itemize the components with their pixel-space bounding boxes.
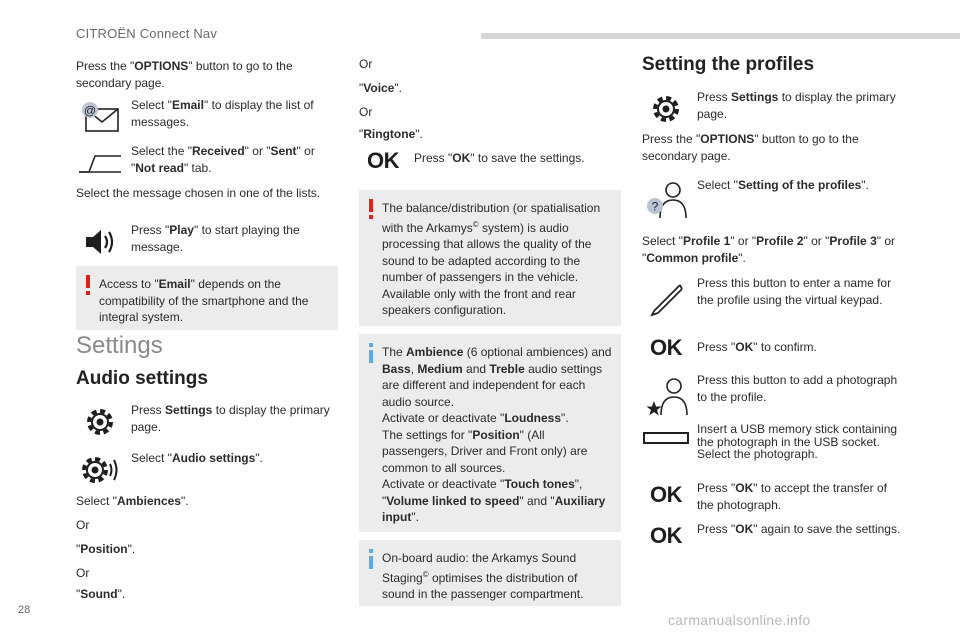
audio-settings-text: Select "Audio settings". (131, 451, 263, 465)
profile-photo-icon[interactable] (642, 372, 690, 418)
select-message-text: Select the message chosen in one of the lists. (76, 186, 321, 200)
email-text: Select "Email" to display the list of messages. (131, 98, 314, 129)
ambience-note: The Ambience (6 optional ambiences) and Bass, Medium and Treble audio settings are different and independent for each audio source. Activate or deactivate "Loudness". The settings for "Position" (All passengers, Driver and Front only) are common to all sources. Activate or deactivate "Touch tones", "Volume linked to speed" and "Auxiliary input". (359, 334, 621, 532)
info-icon (366, 343, 376, 363)
settings-heading: Settings (76, 332, 163, 359)
received-row (76, 143, 338, 183)
warning-icon (366, 199, 376, 219)
name-profile-row (642, 275, 904, 319)
voice-text: "Voice". (359, 81, 402, 95)
gear-icon[interactable] (642, 89, 690, 129)
speaker-icon[interactable] (76, 222, 124, 262)
audio-settings-heading: Audio settings (76, 368, 208, 389)
select-profile-text: Select "Profile 1" or "Profile 2" or "Profile 3" or "Common profile". (642, 234, 896, 265)
press-settings-row (76, 402, 338, 442)
warning-icon (83, 275, 93, 295)
accept-row (642, 480, 904, 516)
gear-icon[interactable] (76, 402, 124, 442)
sound-text: "Sound". (76, 587, 126, 601)
tab-icon[interactable] (76, 143, 124, 183)
or-text: Or (359, 57, 373, 71)
email-icon[interactable] (76, 97, 124, 137)
audio-settings-row (76, 450, 338, 490)
ok-save-row (359, 146, 621, 180)
or-text: Or (76, 518, 90, 532)
page-number: 28 (18, 604, 31, 616)
options-paragraph: Press the "OPTIONS" button to go to the secondary page. (76, 59, 293, 90)
confirm-text: Press "OK" to confirm. (697, 340, 817, 354)
watermark: carmanualsonline.info (668, 612, 811, 628)
ok-button[interactable]: OK (650, 334, 682, 360)
or-text-2: Or (359, 105, 373, 119)
press-settings-text: Press Settings to display the primary page. (697, 90, 896, 121)
play-row (76, 222, 338, 262)
add-photo-row (642, 372, 904, 418)
ambiences-text: Select "Ambiences". (76, 494, 189, 508)
play-text: Press "Play" to start playing the message. (131, 223, 300, 254)
pencil-icon[interactable] (642, 275, 690, 319)
usb-stick-icon (642, 423, 690, 453)
ok-button[interactable]: OK (650, 481, 682, 507)
select-profiles-text: Select "Setting of the profiles". (697, 178, 869, 192)
confirm-row (642, 333, 904, 367)
profile-help-icon[interactable] (642, 177, 690, 221)
save-again-text: Press "OK" again to save the settings. (697, 522, 901, 536)
select-profiles-row (642, 177, 904, 221)
accept-text: Press "OK" to accept the transfer of the photograph. (697, 481, 887, 512)
usb-text: Insert a USB memory stick containing the photograph in the USB socket. Select the photograph. (697, 422, 898, 461)
press-settings-row (642, 89, 904, 129)
or-text-2: Or (76, 566, 90, 580)
press-settings-text: Press Settings to display the primary page. (131, 403, 330, 434)
staging-note: On-board audio: the Arkamys Sound Staging© optimises the distribution of sound in the passenger compartment. (359, 540, 621, 606)
usb-row (642, 423, 904, 475)
setting-profiles-heading: Setting the profiles (642, 54, 815, 75)
email-note: Access to "Email" depends on the compatibility of the smartphone and the integral system. (76, 266, 338, 330)
balance-note: The balance/distribution (or spatialisation with the Arkamys© system) is audio processing that allows the quality of the sound to be adapted according to the number of passengers in the vehicle. Available only with the front and rear speakers configuration. (359, 190, 621, 326)
gear-audio-icon[interactable] (76, 450, 124, 490)
position-text: "Position". (76, 542, 136, 556)
add-photo-text: Press this button to add a photograph to the profile. (697, 373, 898, 404)
svg-text:@: @ (83, 103, 97, 118)
info-icon (366, 549, 376, 569)
save-again-row (642, 521, 904, 557)
ringtone-text: "Ringtone". (359, 127, 423, 141)
header-bar (481, 33, 960, 39)
options-paragraph: Press the "OPTIONS" button to go to the secondary page. (642, 132, 859, 163)
ok-button[interactable]: OK (367, 147, 399, 173)
received-text: Select the "Received" or "Sent" or "Not read" tab. (131, 144, 315, 175)
ok-button[interactable]: OK (650, 522, 682, 548)
header-title: CITROËN Connect Nav (76, 26, 218, 41)
name-profile-text: Press this button to enter a name for the profile using the virtual keypad. (697, 276, 892, 307)
ok-save-text: Press "OK" to save the settings. (414, 151, 585, 165)
email-row (76, 97, 338, 137)
svg-text:?: ? (651, 199, 659, 214)
